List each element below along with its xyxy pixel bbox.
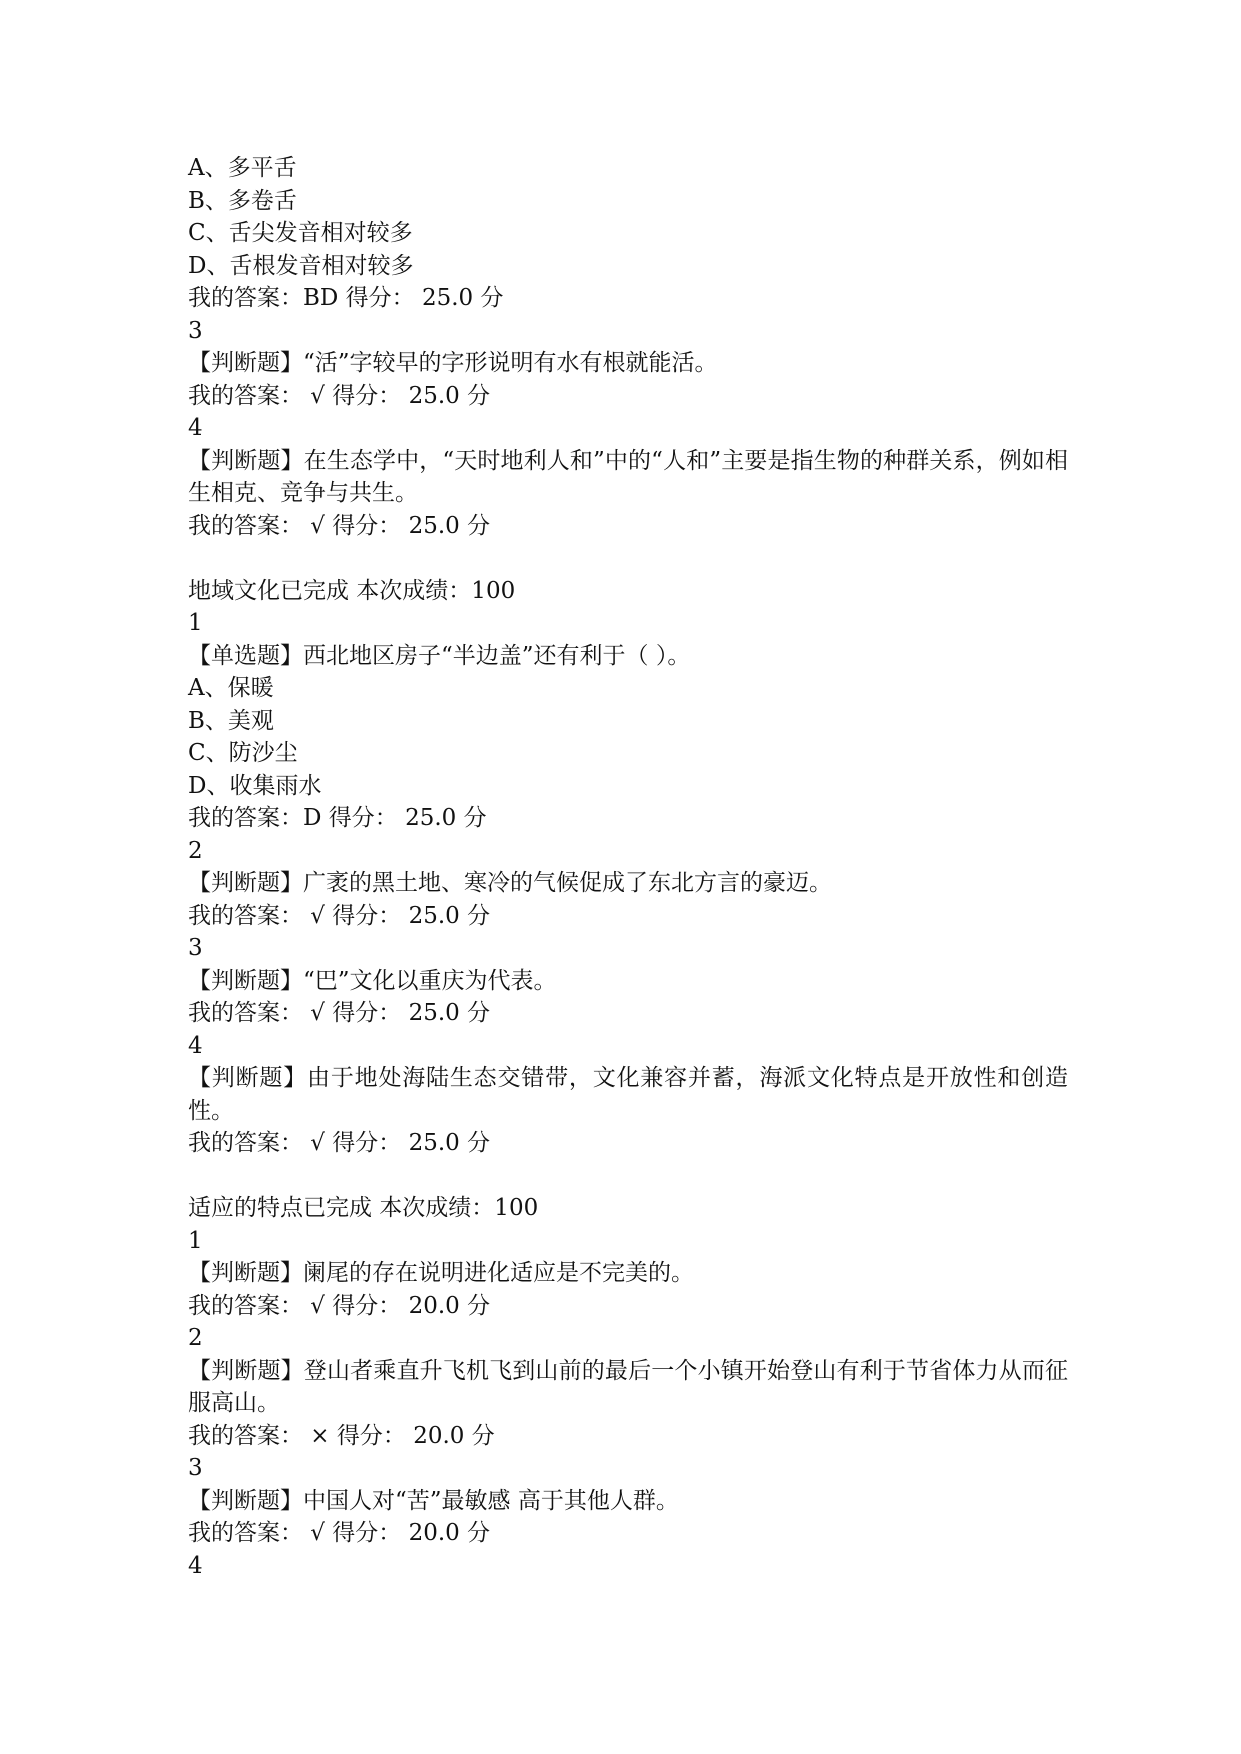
blank-line — [188, 542, 1068, 575]
option-d: D、舌根发音相对较多 — [188, 252, 414, 279]
question-text: 【判断题】广袤的黑土地、寒冷的气候促成了东北方言的豪迈。 — [188, 870, 832, 896]
answer-line: 我的答案： √ 得分： 25.0 分 — [188, 1130, 491, 1156]
question-number: 4 — [188, 1552, 203, 1579]
question-number: 1 — [188, 1227, 203, 1254]
section-heading: 地域文化已完成 本次成绩：100 — [188, 577, 516, 604]
option-c: C、防沙尘 — [188, 740, 298, 766]
answer-line: 我的答案：BD 得分： 25.0 分 — [188, 285, 504, 311]
answer-line: 我的答案： √ 得分： 25.0 分 — [188, 512, 491, 539]
question-text: 【判断题】由于地处海陆生态交错带，文化兼容并蓄，海派文化特点是开放性和创造性。 — [188, 1065, 1068, 1124]
answer-line: 我的答案： √ 得分： 25.0 分 — [188, 1000, 491, 1026]
answer-line: 我的答案： √ 得分： 25.0 分 — [188, 902, 491, 929]
section-heading: 适应的特点已完成 本次成绩：100 — [188, 1195, 539, 1221]
question-number: 3 — [188, 935, 203, 961]
option-a: A、多平舌 — [188, 155, 297, 181]
question-number: 2 — [188, 837, 203, 864]
section-adaptation — [188, 1192, 1068, 1582]
answer-line: 我的答案：D 得分： 25.0 分 — [188, 805, 487, 831]
blank-line — [188, 1160, 1068, 1193]
answer-line: 我的答案： √ 得分： 20.0 分 — [188, 1520, 491, 1546]
answer-line: 我的答案： √ 得分： 25.0 分 — [188, 382, 491, 409]
question-number: 3 — [188, 317, 203, 344]
question-number: 2 — [188, 1325, 203, 1351]
continuation-block — [188, 152, 1068, 542]
option-b: B、多卷舌 — [188, 187, 297, 214]
question-number: 1 — [188, 610, 203, 636]
question-number: 4 — [188, 415, 203, 441]
option-b: B、美观 — [188, 707, 274, 734]
answer-line: 我的答案： × 得分： 20.0 分 — [188, 1422, 495, 1449]
option-a: A、保暖 — [188, 675, 274, 701]
answer-line: 我的答案： √ 得分： 20.0 分 — [188, 1292, 491, 1319]
option-c: C、舌尖发音相对较多 — [188, 220, 413, 246]
question-text: 【判断题】中国人对“苦”最敏感 高于其他人群。 — [188, 1487, 679, 1514]
question-number: 3 — [188, 1455, 203, 1481]
document-body — [188, 152, 1068, 1582]
question-text: 【判断题】“活”字较早的字形说明有水有根就能活。 — [188, 350, 718, 376]
question-text: 【判断题】阑尾的存在说明进化适应是不完美的。 — [188, 1260, 694, 1286]
question-text: 【判断题】“巴”文化以重庆为代表。 — [188, 967, 557, 994]
question-text: 【判断题】在生态学中，“天时地利人和”中的“人和”主要是指生物的种群关系，例如相生相克、竞争与共生。 — [188, 447, 1068, 506]
question-text: 【判断题】登山者乘直升飞机飞到山前的最后一个小镇开始登山有利于节省体力从而征服高山。 — [188, 1357, 1068, 1416]
question-number: 4 — [188, 1032, 203, 1059]
section-regional-culture — [188, 575, 1068, 1160]
option-d: D、收集雨水 — [188, 772, 322, 799]
question-text: 【单选题】西北地区房子“半边盖”还有利于（ ）。 — [188, 642, 691, 669]
